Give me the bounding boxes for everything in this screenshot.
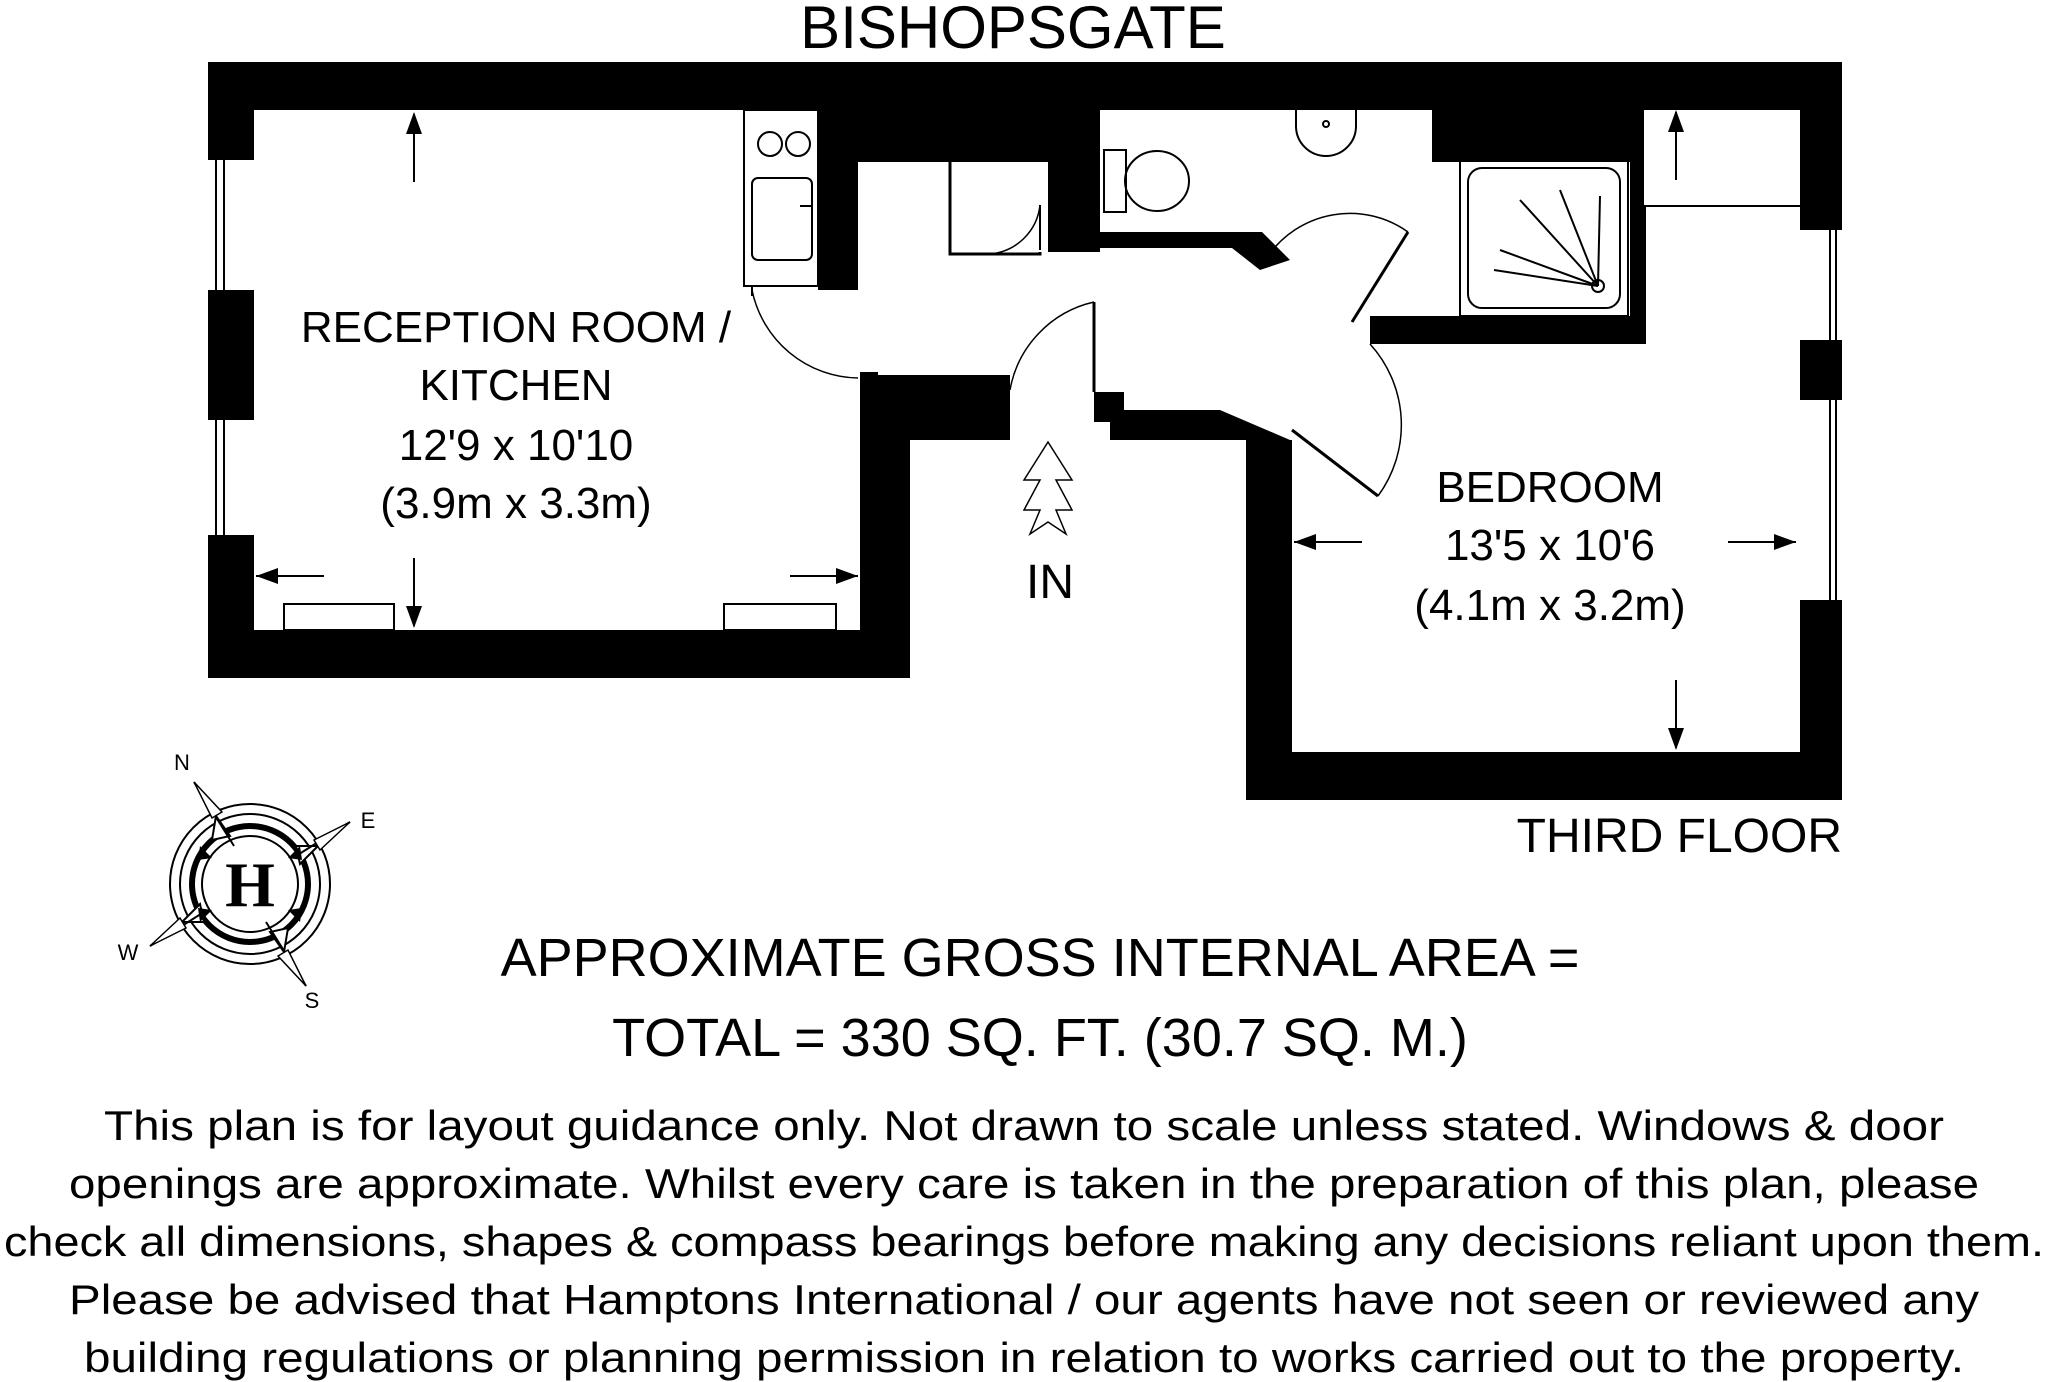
compass-east-label: E	[360, 808, 376, 833]
room-dimensions-metric: (3.9m x 3.3m)	[380, 479, 652, 528]
wall-reception-bottom	[208, 630, 860, 678]
wall-corridor-step-right	[1110, 410, 1292, 460]
hob-ring-1	[758, 132, 782, 156]
wall-door-jamb-right	[1094, 392, 1124, 422]
bathroom-door-swing	[1268, 213, 1408, 256]
wall-shower-top	[1432, 110, 1644, 162]
kitchen-sink	[752, 178, 812, 260]
floor-label: THIRD FLOOR	[1516, 810, 1842, 863]
disclaimer-line: building regulations or planning permission in relation to works carried out to the property.	[84, 1334, 1965, 1381]
entrance-label: IN	[1026, 556, 1074, 609]
entrance-door-swing	[1010, 302, 1094, 390]
disclaimer-line: This plan is for layout guidance only. Not drawn to scale unless stated. Windows & door	[104, 1102, 1945, 1149]
room-label-reception	[301, 303, 732, 528]
disclaimer-line: openings are approximate. Whilst every care is taken in the preparation of this plan, please	[69, 1160, 1980, 1207]
wall-cupboard-top	[818, 110, 1078, 162]
compass-logo-letter: H	[225, 849, 275, 920]
basin	[1296, 110, 1356, 156]
disclaimer	[4, 1102, 2044, 1381]
room-dimensions-imperial: 12'9 x 10'10	[398, 421, 634, 470]
room-name-line: BEDROOM	[1436, 463, 1664, 512]
cupboard-door-swing	[990, 205, 1040, 254]
wall-shower-right	[1630, 110, 1646, 344]
toilet-bowl	[1125, 151, 1189, 211]
wall-left	[208, 62, 254, 678]
area-line-2: TOTAL = 330 SQ. FT. (30.7 SQ. M.)	[612, 1008, 1468, 1068]
storage-cupboard	[950, 162, 1040, 254]
wall-cupboard-right	[1048, 110, 1100, 252]
area-line-1: APPROXIMATE GROSS INTERNAL AREA =	[500, 928, 1580, 988]
room-name-line: KITCHEN	[419, 361, 613, 410]
disclaimer-line: Please be advised that Hamptons International / our agents have not seen or reviewed any	[69, 1276, 1980, 1323]
reception-door-swing	[752, 290, 858, 378]
wall-bath-bottom	[1100, 232, 1290, 270]
compass-north-label: N	[174, 750, 190, 775]
room-dimensions-metric: (4.1m x 3.2m)	[1414, 581, 1686, 630]
wall-corridor-step-left	[860, 375, 1010, 440]
wall-top	[208, 62, 1842, 110]
wall-shower-bottom	[1370, 316, 1642, 344]
disclaimer-line: check all dimensions, shapes & compass bearings before making any decisions reliant upon them.	[4, 1218, 2044, 1265]
bedroom-door-swing	[1370, 344, 1401, 496]
compass-south-label: S	[304, 988, 320, 1013]
kitchen-units	[744, 110, 818, 286]
wall-bedroom-bottom	[1246, 752, 1842, 800]
room-dimensions-imperial: 13'5 x 10'6	[1444, 521, 1656, 570]
street-label: BISHOPSGATE	[800, 0, 1226, 61]
entrance-arrow	[1024, 442, 1072, 534]
room-label-bedroom	[1414, 463, 1685, 630]
shower-tray	[1468, 168, 1620, 308]
wall-door-jamb	[860, 372, 878, 392]
toilet-cistern	[1104, 150, 1126, 212]
compass-west-label: W	[117, 940, 139, 965]
hob-ring-2	[786, 132, 810, 156]
wall-reception-right	[860, 440, 910, 678]
room-name-line: RECEPTION ROOM /	[300, 303, 732, 352]
wall-bedroom-left	[1246, 440, 1292, 800]
shower-tray-outer	[1460, 160, 1628, 316]
